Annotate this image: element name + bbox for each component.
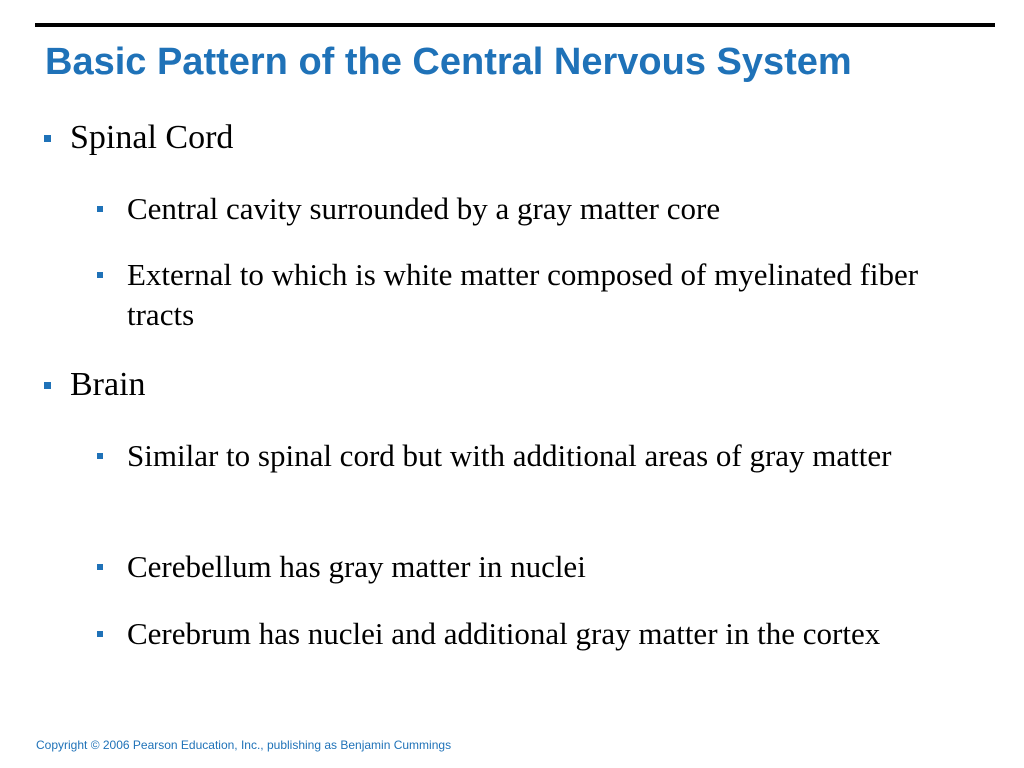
sub-bullet-text: Central cavity surrounded by a gray matter core — [127, 191, 721, 226]
bullet-text: Brain — [70, 366, 146, 403]
square-bullet-icon — [97, 631, 103, 637]
bullet-text: Spinal Cord — [70, 119, 234, 156]
square-bullet-icon — [44, 382, 51, 389]
sub-bullet-cerebellum — [127, 547, 957, 587]
copyright-footer: Copyright © 2006 Pearson Education, Inc., publishing as Benjamin Cummings — [36, 738, 452, 752]
sub-bullet-text: External to which is white matter composed of myelinated fiber tracts — [127, 257, 919, 332]
sub-bullet-similar-to-spinal-cord — [127, 436, 957, 476]
sub-bullet-central-cavity — [127, 189, 957, 229]
slide-title: Basic Pattern of the Central Nervous System — [45, 41, 852, 83]
square-bullet-icon — [97, 564, 103, 570]
sub-bullet-text: Cerebrum has nuclei and additional gray matter in the cortex — [127, 616, 881, 651]
sub-bullet-white-matter — [127, 255, 957, 335]
bullet-spinal-cord — [70, 118, 970, 158]
square-bullet-icon — [97, 206, 103, 212]
sub-bullet-text: Similar to spinal cord but with additional areas of gray matter — [127, 438, 892, 473]
bullet-brain — [70, 365, 970, 405]
square-bullet-icon — [44, 135, 51, 142]
sub-bullet-text: Cerebellum has gray matter in nuclei — [127, 549, 586, 584]
square-bullet-icon — [97, 272, 103, 278]
square-bullet-icon — [97, 453, 103, 459]
sub-bullet-cerebrum — [127, 614, 957, 654]
